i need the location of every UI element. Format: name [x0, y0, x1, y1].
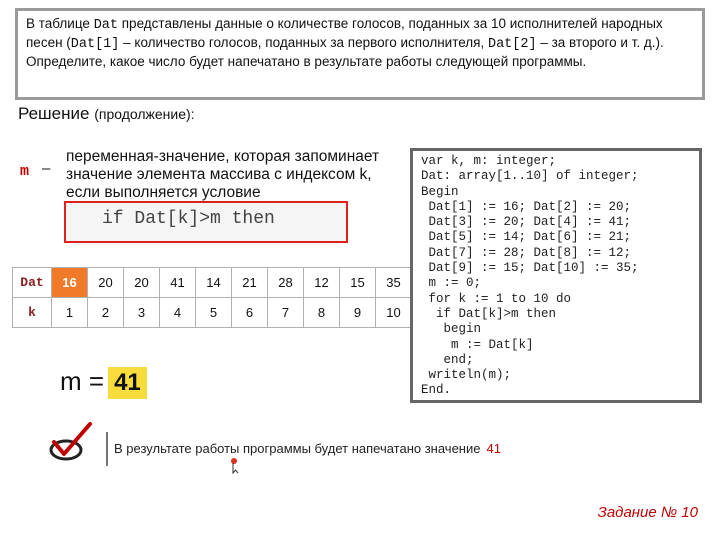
row-label-k: k	[13, 298, 52, 328]
m-dash: –	[42, 160, 51, 177]
table-cell-k: 1	[52, 298, 88, 328]
m-variable-label: m	[20, 163, 30, 180]
table-cell-dat: 20	[124, 268, 160, 298]
program-line: end;	[421, 352, 474, 367]
solution-title	[18, 104, 195, 124]
m-explanation-text: переменная-значение, которая запоминает значение элемента массива с индексом k, если выполняется условие	[66, 148, 380, 201]
table-cell-k: 9	[340, 298, 376, 328]
table-cell-dat: 15	[340, 268, 376, 298]
table-cell-dat: 35	[376, 268, 412, 298]
m-result-value: 41	[108, 367, 147, 399]
task-code: Dat[2]	[487, 37, 537, 52]
table-cell-k: 7	[268, 298, 304, 328]
task-text: В таблице	[26, 16, 94, 31]
table-cell-dat: 16	[52, 268, 88, 298]
row-label-dat: Dat	[13, 268, 52, 298]
program-line: begin	[421, 322, 482, 337]
table-cell-k: 3	[124, 298, 160, 328]
answer-text: В результате работы программы будет напечатано значение	[114, 441, 481, 456]
solution-title-main: Решение	[18, 104, 95, 123]
m-result	[60, 366, 147, 399]
task-paragraph-2: Определите, какое число будет напечатано в результате работы следующей программы.	[26, 54, 587, 69]
table-cell-dat: 28	[268, 268, 304, 298]
program-line: Dat[7] := 28; Dat[8] := 12;	[421, 245, 632, 260]
program-line: Dat[5] := 14; Dat[6] := 21;	[421, 230, 632, 245]
result-divider	[106, 432, 108, 466]
task-text: – за второго и т. д.).	[536, 35, 664, 50]
program-line: End.	[421, 383, 452, 398]
data-table	[12, 267, 412, 328]
task-text: – количество голосов, поданных за первого исполнителя,	[119, 35, 488, 50]
table-cell-dat: 12	[304, 268, 340, 298]
program-line: for k := 1 to 10 do	[421, 291, 572, 306]
table-cell-k: 6	[232, 298, 268, 328]
task-statement	[15, 8, 705, 100]
table-cell-k: 2	[88, 298, 124, 328]
program-line: Dat[3] := 20; Dat[4] := 41;	[421, 215, 632, 230]
program-line: writeln(m);	[421, 368, 512, 383]
task-paragraph-1	[26, 15, 694, 53]
program-line: m := Dat[k]	[421, 337, 534, 352]
table-row-dat	[13, 268, 412, 298]
program-line: if Dat[k]>m then	[421, 306, 557, 321]
table-cell-dat: 20	[88, 268, 124, 298]
table-cell-dat: 14	[196, 268, 232, 298]
table-cell-dat: 21	[232, 268, 268, 298]
task-code: Dat[1]	[70, 37, 120, 52]
program-line: var k, m: integer;	[421, 154, 557, 168]
table-cell-k: 5	[196, 298, 232, 328]
task-text: представлены данные о количестве голосов, поданных за 10 исполнителей народных песен (	[26, 16, 663, 50]
table-cell-k: 8	[304, 298, 340, 328]
m-result-label: m =	[60, 366, 105, 396]
answer-line	[114, 441, 501, 456]
program-line: Begin	[421, 184, 459, 199]
checkmark-icon	[48, 420, 94, 466]
answer-value: 41	[486, 441, 501, 456]
solution-title-paren: (продолжение):	[94, 106, 195, 122]
program-line: m := 0;	[421, 276, 482, 291]
program-line: Dat[1] := 16; Dat[2] := 20;	[421, 199, 632, 214]
table-cell-k: 10	[376, 298, 412, 328]
program-line: Dat: array[1..10] of integer;	[421, 169, 639, 184]
table-cell-dat: 41	[160, 268, 196, 298]
condition-highlight-box	[64, 201, 348, 243]
table-cell-k: 4	[160, 298, 196, 328]
condition-code: if Dat[k]>m then	[102, 209, 275, 229]
program-listing	[410, 148, 702, 403]
program-line: Dat[9] := 15; Dat[10] := 35;	[421, 261, 639, 276]
task-code: Dat	[93, 18, 118, 33]
table-row-k	[13, 298, 412, 328]
mouse-pointer-icon	[230, 458, 240, 474]
task-number: Задание № 10	[597, 504, 698, 521]
